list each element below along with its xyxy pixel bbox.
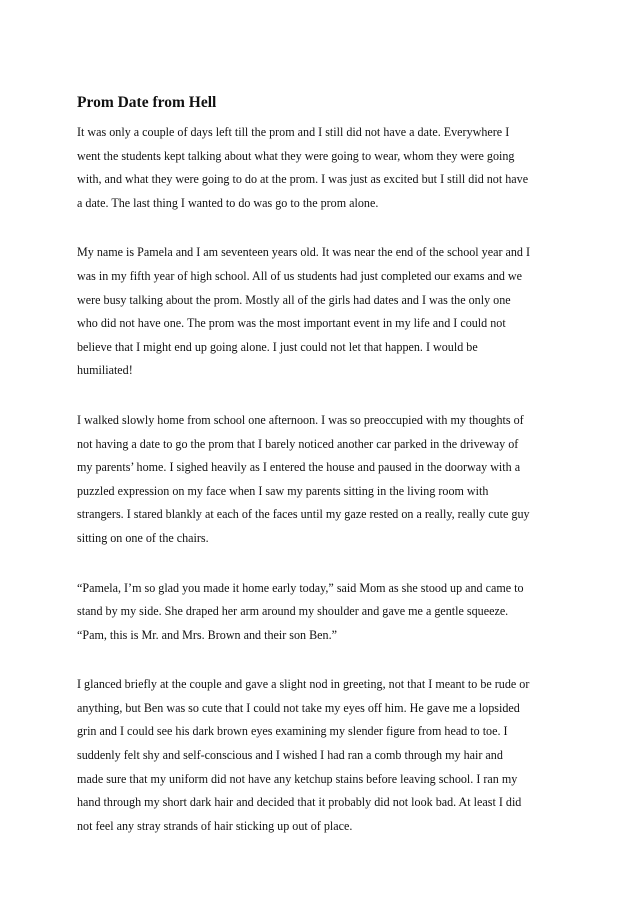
text-line: humiliated! [77, 363, 133, 378]
text-line: It was only a couple of days left till the prom and I still did not have a date. Everywhere I [77, 125, 510, 139]
text-line: a date. The last thing I wanted to do was go to the prom alone. [77, 195, 379, 210]
text-line: who did not have one. The prom was the most important event in my life and I could not [77, 316, 506, 331]
text-line: strangers. I stared blankly at each of the faces until my gaze rested on a really, really cute guy [77, 507, 530, 522]
text-line: hand through my short dark hair and decided that it probably did not look bad. At least I did [77, 795, 522, 810]
document-body [77, 93, 564, 864]
paragraph-list [77, 121, 564, 838]
text-line: suddenly felt shy and self-conscious and I wished I had ran a comb through my hair and [77, 748, 503, 763]
text-line: I walked slowly home from school one afternoon. I was so preoccupied with my thoughts of [77, 412, 524, 427]
document-title: Prom Date from Hell [77, 94, 217, 111]
text-line: not feel any stray strands of hair sticking up out of place. [77, 818, 353, 833]
text-line: anything, but Ben was so cute that I could not take my eyes off him. He gave me a lopsided [77, 700, 520, 715]
text-line: made sure that my uniform did not have any ketchup stains before leaving school. I ran my [77, 771, 518, 786]
paragraph [77, 121, 564, 215]
paragraph [77, 409, 564, 551]
text-line: stand by my side. She draped her arm around my shoulder and gave me a gentle squeeze. [77, 604, 509, 619]
text-line: “Pamela, I’m so glad you made it home early today,” said Mom as she stood up and came to [77, 580, 524, 595]
text-line: puzzled expression on my face when I saw my parents sitting in the living room with [77, 483, 489, 498]
paragraph [77, 577, 564, 648]
text-line: with, and what they were going to do at the prom. I was just as excited but I still did not have [77, 172, 529, 187]
text-line: “Pam, this is Mr. and Mrs. Brown and their son Ben.” [77, 627, 337, 642]
text-line: grin and I could see his dark brown eyes examining my slender figure from head to toe. I [77, 724, 508, 739]
text-line: my parents’ home. I sighed heavily as I entered the house and paused in the doorway with a [77, 460, 521, 475]
paragraph [77, 241, 564, 383]
text-line: sitting on one of the chairs. [77, 530, 209, 545]
text-line: believe that I might end up going alone. I just could not let that happen. I would be [77, 339, 478, 354]
text-line: was in my fifth year of high school. All of us students had just completed our exams and we [77, 268, 523, 283]
paragraph [77, 673, 564, 838]
text-line: were busy talking about the prom. Mostly all of the girls had dates and I was the only one [77, 292, 511, 307]
text-line: not having a date to go the prom that I barely noticed another car parked in the driveway of [77, 436, 519, 451]
text-line: went the students kept talking about what they were going to wear, whom they were going [77, 148, 515, 163]
text-line: I glanced briefly at the couple and gave a slight nod in greeting, not that I meant to be rude or [77, 677, 530, 692]
text-line: My name is Pamela and I am seventeen years old. It was near the end of the school year and I [77, 245, 531, 260]
